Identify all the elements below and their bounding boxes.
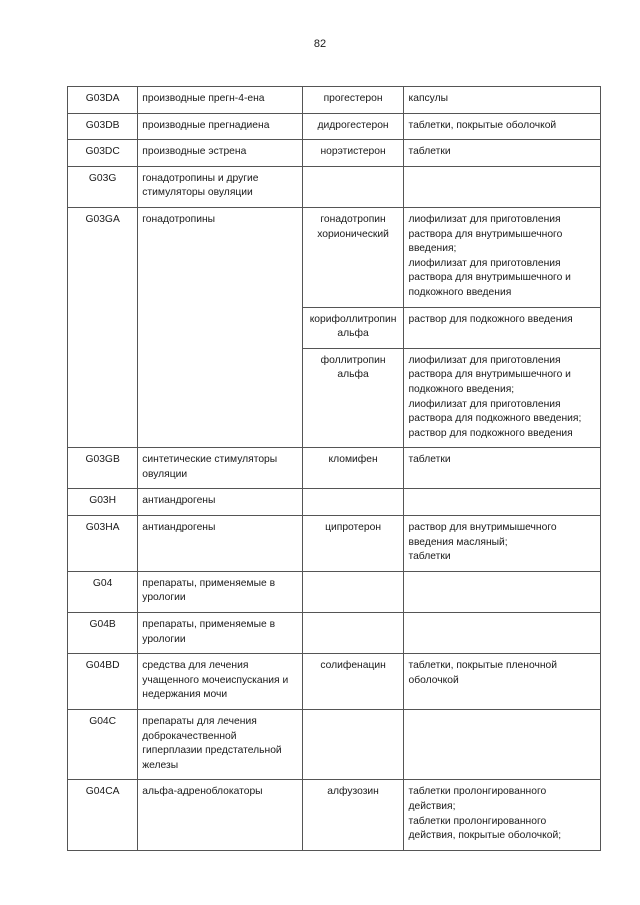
dosage-form-cell	[404, 87, 601, 114]
atc-code-cell: G03DB	[68, 113, 138, 140]
dosage-form-line: лиофилизат для приготовления раствора для внутримышечного и подкожного введения	[408, 257, 571, 298]
atc-group-cell: препараты для лечения доброкачественной гиперплазии предстательной железы	[138, 710, 302, 780]
table-row	[68, 489, 601, 516]
table-row	[68, 140, 601, 167]
table-row	[68, 166, 601, 207]
atc-group-cell: альфа-адреноблокаторы	[138, 780, 302, 850]
dosage-form-line: лиофилизат для приготовления раствора для внутримышечного введения;	[408, 213, 563, 255]
inn-cell: солифенацин	[302, 654, 404, 710]
inn-cell	[302, 571, 404, 612]
dosage-form-line: раствор для внутримышечного введения масляный;	[408, 522, 557, 548]
atc-code-cell: G03G	[68, 166, 138, 207]
inn-cell: норэтистерон	[302, 140, 404, 167]
dosage-form-cell	[404, 780, 601, 850]
atc-group-cell: препараты, применяемые в урологии	[138, 613, 302, 654]
table-body	[68, 87, 601, 851]
dosage-form-cell	[404, 448, 601, 489]
dosage-form-cell	[404, 571, 601, 612]
inn-cell	[302, 613, 404, 654]
dosage-form-line: таблетки, покрытые пленочной оболочкой	[408, 660, 557, 686]
atc-code-cell: G04BD	[68, 654, 138, 710]
atc-code-cell: G04CA	[68, 780, 138, 850]
atc-group-cell: препараты, применяемые в урологии	[138, 571, 302, 612]
dosage-form-cell	[404, 613, 601, 654]
dosage-form-line: раствор для подкожного введения	[408, 313, 573, 325]
atc-group-cell: антиандрогены	[138, 516, 302, 572]
dosage-form-line: таблетки, покрытые оболочкой	[408, 119, 557, 131]
atc-group-cell: производные прегнадиена	[138, 113, 302, 140]
dosage-form-line: таблетки	[408, 146, 451, 158]
dosage-form-cell	[404, 710, 601, 780]
dosage-form-cell	[404, 113, 601, 140]
atc-group-cell: средства для лечения учащенного мочеиспускания и недержания мочи	[138, 654, 302, 710]
inn-cell: ципротерон	[302, 516, 404, 572]
table-row	[68, 571, 601, 612]
dosage-form-line: лиофилизат для приготовления раствора для подкожного введения;	[408, 398, 582, 425]
dosage-form-cell	[404, 516, 601, 572]
inn-cell	[302, 166, 404, 207]
atc-group-cell: антиандрогены	[138, 489, 302, 516]
table-row	[68, 654, 601, 710]
table-row	[68, 87, 601, 114]
atc-group-cell: гонадотропины	[138, 207, 302, 447]
atc-code-cell: G03HA	[68, 516, 138, 572]
dosage-form-line: таблетки	[408, 551, 451, 563]
inn-cell: гонадотропин хорионический	[302, 207, 404, 307]
dosage-form-line: лиофилизат для приготовления раствора для внутримышечного и подкожного введения;	[408, 354, 571, 395]
table-row	[68, 710, 601, 780]
dosage-form-cell	[404, 489, 601, 516]
table-row	[68, 516, 601, 572]
dosage-form-cell	[404, 166, 601, 207]
dosage-form-line: таблетки пролонгированного действия;	[408, 786, 547, 812]
dosage-form-line: таблетки	[408, 454, 451, 466]
dosage-form-cell	[404, 140, 601, 167]
atc-group-cell: производные прегн-4-ена	[138, 87, 302, 114]
table-row	[68, 113, 601, 140]
atc-group-cell: синтетические стимуляторы овуляции	[138, 448, 302, 489]
atc-group-cell: гонадотропины и другие стимуляторы овуляции	[138, 166, 302, 207]
atc-code-cell: G04C	[68, 710, 138, 780]
atc-code-cell: G03GB	[68, 448, 138, 489]
inn-cell: прогестерон	[302, 87, 404, 114]
atc-group-cell: производные эстрена	[138, 140, 302, 167]
dosage-form-line: таблетки пролонгированного действия, покрытые оболочкой;	[408, 815, 562, 842]
inn-cell	[302, 710, 404, 780]
inn-cell: дидрогестерон	[302, 113, 404, 140]
table-row	[68, 613, 601, 654]
inn-cell: фоллитропин альфа	[302, 348, 404, 448]
inn-cell: корифоллитропин альфа	[302, 307, 404, 348]
inn-cell: алфузозин	[302, 780, 404, 850]
dosage-form-line: капсулы	[408, 93, 448, 104]
drug-table	[67, 86, 601, 851]
table-row	[68, 780, 601, 850]
dosage-form-cell	[404, 654, 601, 710]
page-number: 82	[313, 38, 327, 50]
inn-cell: кломифен	[302, 448, 404, 489]
dosage-form-cell	[404, 348, 601, 448]
table-row	[68, 207, 601, 307]
atc-code-cell: G04B	[68, 613, 138, 654]
dosage-form-cell	[404, 207, 601, 307]
dosage-form-cell	[404, 307, 601, 348]
inn-cell	[302, 489, 404, 516]
atc-code-cell: G03GA	[68, 207, 138, 447]
atc-code-cell: G03DA	[68, 87, 138, 114]
table-row	[68, 448, 601, 489]
dosage-form-line: раствор для подкожного введения	[408, 427, 573, 439]
atc-code-cell: G03H	[68, 489, 138, 516]
atc-code-cell: G03DC	[68, 140, 138, 167]
atc-code-cell: G04	[68, 571, 138, 612]
